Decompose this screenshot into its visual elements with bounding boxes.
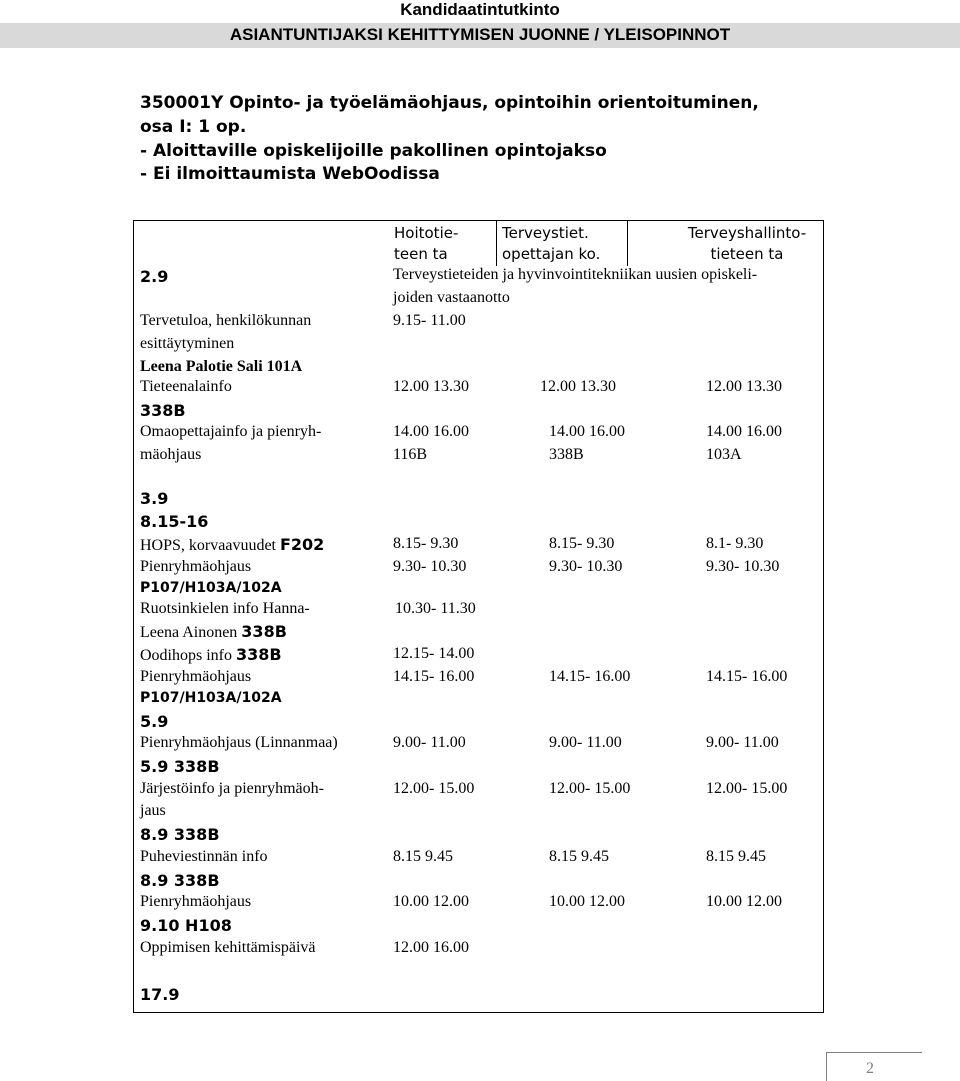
row-group-guidance-b-label: Pienryhmäohjaus — [140, 668, 252, 685]
date-3-9-time: 8.15-16 — [140, 512, 209, 531]
course-note-mandatory: - Aloittaville opiskelijoille pakollinen opintojakso — [140, 141, 607, 161]
row-group-guidance-b-time-3: 14.15- 16.00 — [706, 668, 788, 685]
row-learning-day-time: 12.00 16.00 — [393, 939, 469, 956]
row-hops-room: F202 — [279, 535, 325, 554]
row-group-guidance-a-time-2: 9.30- 10.30 — [549, 558, 623, 575]
row-linnanmaa-time-3: 9.00- 11.00 — [706, 734, 779, 751]
page-number-frame — [826, 1052, 922, 1081]
col-header-nursing-line2: teen ta — [394, 245, 448, 263]
row-org-info-time-3: 12.00- 15.00 — [706, 780, 788, 797]
row-welcome-time: 9.15- 11.00 — [393, 312, 466, 329]
document-title: Kandidaatintutkinto — [400, 0, 560, 19]
col-header-admin-line2: tieteen ta — [710, 245, 784, 263]
row-teacher-info-time-1: 14.00 16.00 — [393, 423, 469, 440]
row-org-info-label1: Järjestöinfo ja pienryhmäoh- — [140, 780, 324, 797]
row-group-guidance-b-time-1: 14.15- 16.00 — [393, 668, 475, 685]
row-hops-time-1: 8.15- 9.30 — [393, 535, 459, 552]
row-teacher-info-room-1: 116B — [393, 446, 428, 463]
course-title-line1: 350001Y Opinto- ja työelämäohjaus, opintoihin orientoituminen, — [140, 93, 759, 113]
row-org-info-label2: jaus — [140, 802, 166, 819]
row-group-guidance-c-time-3: 10.00 12.00 — [706, 893, 782, 910]
row-hops-time-2: 8.15- 9.30 — [549, 535, 615, 552]
row-group-guidance-a-time-3: 9.30- 10.30 — [706, 558, 780, 575]
row-hops — [140, 535, 324, 555]
row-speech-info-time-2: 8.15 9.45 — [549, 848, 609, 865]
date-2-9-title-line2: joiden vastaanotto — [393, 289, 510, 306]
col-header-teacher — [502, 223, 600, 265]
row-swedish-info-line2 — [140, 622, 287, 642]
row-field-info-room: 338B — [140, 401, 186, 420]
row-speech-info-time-3: 8.15 9.45 — [706, 848, 766, 865]
date-17-9: 17.9 — [140, 985, 180, 1004]
row-field-info-time-3: 12.00 13.30 — [706, 378, 782, 395]
row-swedish-info-label2: Leena Ainonen — [140, 624, 238, 641]
row-hops-time-3: 8.1- 9.30 — [706, 535, 764, 552]
date-9-10-room: 9.10 H108 — [140, 916, 232, 935]
row-swedish-info-label1: Ruotsinkielen info Hanna- — [140, 600, 310, 617]
row-teacher-info-label2: mäohjaus — [140, 446, 202, 463]
row-group-guidance-b-time-2: 14.15- 16.00 — [549, 668, 631, 685]
row-welcome-location: Leena Palotie Sali 101A — [140, 358, 303, 375]
row-linnanmaa-time-1: 9.00- 11.00 — [393, 734, 466, 751]
row-group-guidance-c-time-1: 10.00 12.00 — [393, 893, 469, 910]
date-8-9-room-b: 8.9 338B — [140, 871, 220, 890]
row-oodihops-label: Oodihops info — [140, 647, 232, 664]
row-speech-info-label: Puheviestinnän info — [140, 848, 268, 865]
row-welcome-label1: Tervetuloa, henkilökunnan — [140, 312, 312, 329]
row-group-guidance-c-label: Pienryhmäohjaus — [140, 893, 252, 910]
row-teacher-info-time-2: 14.00 16.00 — [549, 423, 625, 440]
row-linnanmaa-time-2: 9.00- 11.00 — [549, 734, 622, 751]
col-header-admin — [671, 223, 823, 265]
col-header-nursing — [394, 223, 458, 265]
row-swedish-info-room: 338B — [241, 622, 287, 641]
date-8-9-room-a: 8.9 338B — [140, 825, 220, 844]
course-title-line2: osa I: 1 op. — [140, 117, 247, 137]
row-org-info-time-2: 12.00- 15.00 — [549, 780, 631, 797]
row-teacher-info-time-3: 14.00 16.00 — [706, 423, 782, 440]
date-3-9: 3.9 — [140, 489, 169, 508]
row-group-guidance-a-label: Pienryhmäohjaus — [140, 558, 252, 575]
row-field-info-time-2: 12.00 13.30 — [540, 378, 616, 395]
row-learning-day-label: Oppimisen kehittämispäivä — [140, 939, 316, 956]
row-welcome-label2: esittäytyminen — [140, 335, 235, 352]
page-number: 2 — [866, 1060, 874, 1077]
row-oodihops-time: 12.15- 14.00 — [393, 645, 475, 662]
row-group-guidance-a-room: P107/H103A/102A — [140, 580, 282, 596]
date-2-9-title-line1: Terveystieteiden ja hyvinvointitekniikan uusien opiskeli- — [393, 266, 758, 283]
row-field-info-time-1: 12.00 13.30 — [393, 378, 469, 395]
row-teacher-info-room-3: 103A — [706, 446, 742, 463]
date-5-9: 5.9 — [140, 712, 169, 731]
row-oodihops-room: 338B — [236, 645, 282, 664]
col-header-nursing-line1: Hoitotie- — [394, 224, 459, 242]
row-oodihops — [140, 645, 282, 665]
date-5-9-room: 5.9 338B — [140, 757, 220, 776]
row-teacher-info-label1: Omaopettajainfo ja pienryh- — [140, 423, 322, 440]
row-speech-info-time-1: 8.15 9.45 — [393, 848, 453, 865]
row-hops-label: HOPS, korvaavuudet — [140, 537, 276, 554]
col-header-teacher-line1: Terveystiet. — [502, 224, 589, 242]
col-header-teacher-line2: opettajan ko. — [502, 245, 601, 263]
row-teacher-info-room-2: 338B — [549, 446, 584, 463]
col-divider-1 — [496, 221, 497, 266]
col-header-admin-line1: Terveyshallinto- — [687, 224, 807, 242]
date-2-9: 2.9 — [140, 267, 169, 286]
course-note-registration: - Ei ilmoittaumista WebOodissa — [140, 164, 440, 184]
row-linnanmaa-label: Pienryhmäohjaus (Linnanmaa) — [140, 734, 338, 751]
col-divider-2 — [627, 221, 628, 266]
row-swedish-info-time: 10.30- 11.30 — [395, 600, 476, 617]
row-field-info-label: Tieteenalainfo — [140, 378, 232, 395]
section-subtitle: ASIANTUNTIJAKSI KEHITTYMISEN JUONNE / YLEISOPINNOT — [229, 25, 731, 44]
row-group-guidance-a-time-1: 9.30- 10.30 — [393, 558, 467, 575]
row-org-info-time-1: 12.00- 15.00 — [393, 780, 475, 797]
row-group-guidance-b-room: P107/H103A/102A — [140, 690, 282, 706]
row-group-guidance-c-time-2: 10.00 12.00 — [549, 893, 625, 910]
